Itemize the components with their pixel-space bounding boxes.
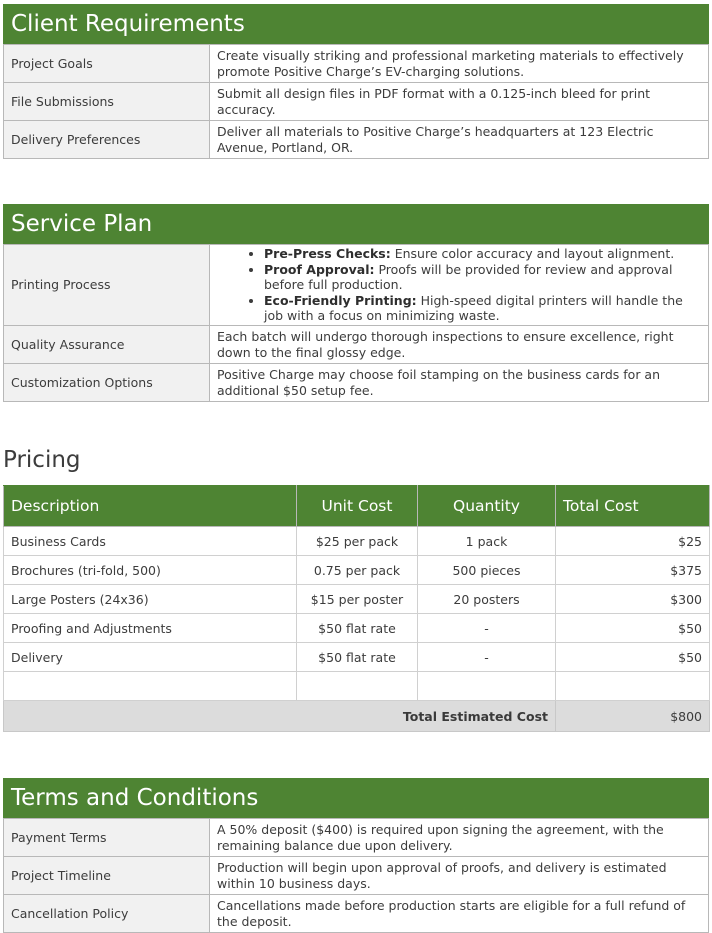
total-estimated-cost-value: $800 <box>556 701 710 732</box>
table-row <box>4 643 710 672</box>
service-plan-section <box>3 204 709 402</box>
row-key: Cancellation Policy <box>4 895 210 933</box>
description-cell: Brochures (tri-fold, 500) <box>4 556 297 585</box>
table-row <box>4 895 709 933</box>
quantity-cell: 1 pack <box>418 527 556 556</box>
empty-cell <box>556 672 710 701</box>
printing-process-list <box>217 246 701 324</box>
row-key: Printing Process <box>4 245 210 326</box>
list-item <box>264 293 701 324</box>
bullet-label: Eco-Friendly Printing: <box>264 292 417 308</box>
table-row <box>4 556 710 585</box>
table-row <box>4 45 709 83</box>
row-value: Positive Charge may choose foil stamping on the business cards for an additional $50 setup fee. <box>210 364 709 402</box>
quantity-cell: 20 posters <box>418 585 556 614</box>
terms-title: Terms and Conditions <box>3 778 709 818</box>
quantity-cell: - <box>418 643 556 672</box>
client-requirements-table <box>3 44 709 159</box>
row-key: Quality Assurance <box>4 326 210 364</box>
service-plan-table <box>3 244 709 402</box>
row-value: A 50% deposit ($400) is required upon signing the agreement, with the remaining balance due upon delivery. <box>210 819 709 857</box>
client-requirements-title: Client Requirements <box>3 4 709 44</box>
total-estimated-cost-label: Total Estimated Cost <box>4 701 556 732</box>
row-key: Payment Terms <box>4 819 210 857</box>
unit-cost-cell: 0.75 per pack <box>297 556 418 585</box>
description-cell: Proofing and Adjustments <box>4 614 297 643</box>
header-total-cost: Total Cost <box>556 486 710 527</box>
header-description: Description <box>4 486 297 527</box>
row-value: Cancellations made before production starts are eligible for a full refund of the deposit. <box>210 895 709 933</box>
total-cost-cell: $50 <box>556 614 710 643</box>
quantity-cell: 500 pieces <box>418 556 556 585</box>
header-quantity: Quantity <box>418 486 556 527</box>
bullet-text: Proofs will be provided for review and approval before full production. <box>264 261 673 293</box>
table-row <box>4 585 710 614</box>
row-key: Customization Options <box>4 364 210 402</box>
pricing-header-row <box>4 486 710 527</box>
unit-cost-cell: $50 flat rate <box>297 614 418 643</box>
row-key: Delivery Preferences <box>4 121 210 159</box>
total-cost-cell: $50 <box>556 643 710 672</box>
table-row <box>4 364 709 402</box>
list-item <box>264 262 701 293</box>
description-cell: Delivery <box>4 643 297 672</box>
terms-table <box>3 818 709 933</box>
description-cell: Business Cards <box>4 527 297 556</box>
table-row <box>4 614 710 643</box>
row-value: Deliver all materials to Positive Charge’s headquarters at 123 Electric Avenue, Portland, OR. <box>210 121 709 159</box>
pricing-table <box>3 485 710 732</box>
unit-cost-cell: $50 flat rate <box>297 643 418 672</box>
bullet-text: High-speed digital printers will handle the job with a focus on minimizing waste. <box>264 292 683 324</box>
total-cost-cell: $375 <box>556 556 710 585</box>
unit-cost-cell: $15 per poster <box>297 585 418 614</box>
quantity-cell: - <box>418 614 556 643</box>
empty-cell <box>4 672 297 701</box>
client-requirements-section <box>3 4 709 159</box>
row-key: Project Goals <box>4 45 210 83</box>
row-key: Project Timeline <box>4 857 210 895</box>
total-cost-cell: $300 <box>556 585 710 614</box>
row-key: File Submissions <box>4 83 210 121</box>
service-plan-title: Service Plan <box>3 204 709 244</box>
table-row <box>4 326 709 364</box>
empty-cell <box>297 672 418 701</box>
total-row <box>4 701 710 732</box>
bullet-text: Ensure color accuracy and layout alignment. <box>390 246 675 262</box>
table-row <box>4 819 709 857</box>
bullet-label: Pre-Press Checks: <box>264 246 391 262</box>
row-value: Production will begin upon approval of proofs, and delivery is estimated within 10 business days. <box>210 857 709 895</box>
table-row <box>4 857 709 895</box>
row-value: Create visually striking and professional marketing materials to effectively promote Positive Charge’s EV-charging solutions. <box>210 45 709 83</box>
row-value: Each batch will undergo thorough inspections to ensure excellence, right down to the final glossy edge. <box>210 326 709 364</box>
table-row <box>4 83 709 121</box>
pricing-title: Pricing <box>3 447 81 473</box>
bullet-label: Proof Approval: <box>264 261 375 277</box>
printing-process-list-cell <box>210 245 709 326</box>
description-cell: Large Posters (24x36) <box>4 585 297 614</box>
empty-cell <box>418 672 556 701</box>
table-row <box>4 527 710 556</box>
row-value: Submit all design files in PDF format with a 0.125-inch bleed for print accuracy. <box>210 83 709 121</box>
empty-row <box>4 672 710 701</box>
terms-section <box>3 778 709 933</box>
table-row <box>4 121 709 159</box>
total-cost-cell: $25 <box>556 527 710 556</box>
list-item <box>264 246 701 262</box>
unit-cost-cell: $25 per pack <box>297 527 418 556</box>
header-unit-cost: Unit Cost <box>297 486 418 527</box>
table-row <box>4 245 709 326</box>
